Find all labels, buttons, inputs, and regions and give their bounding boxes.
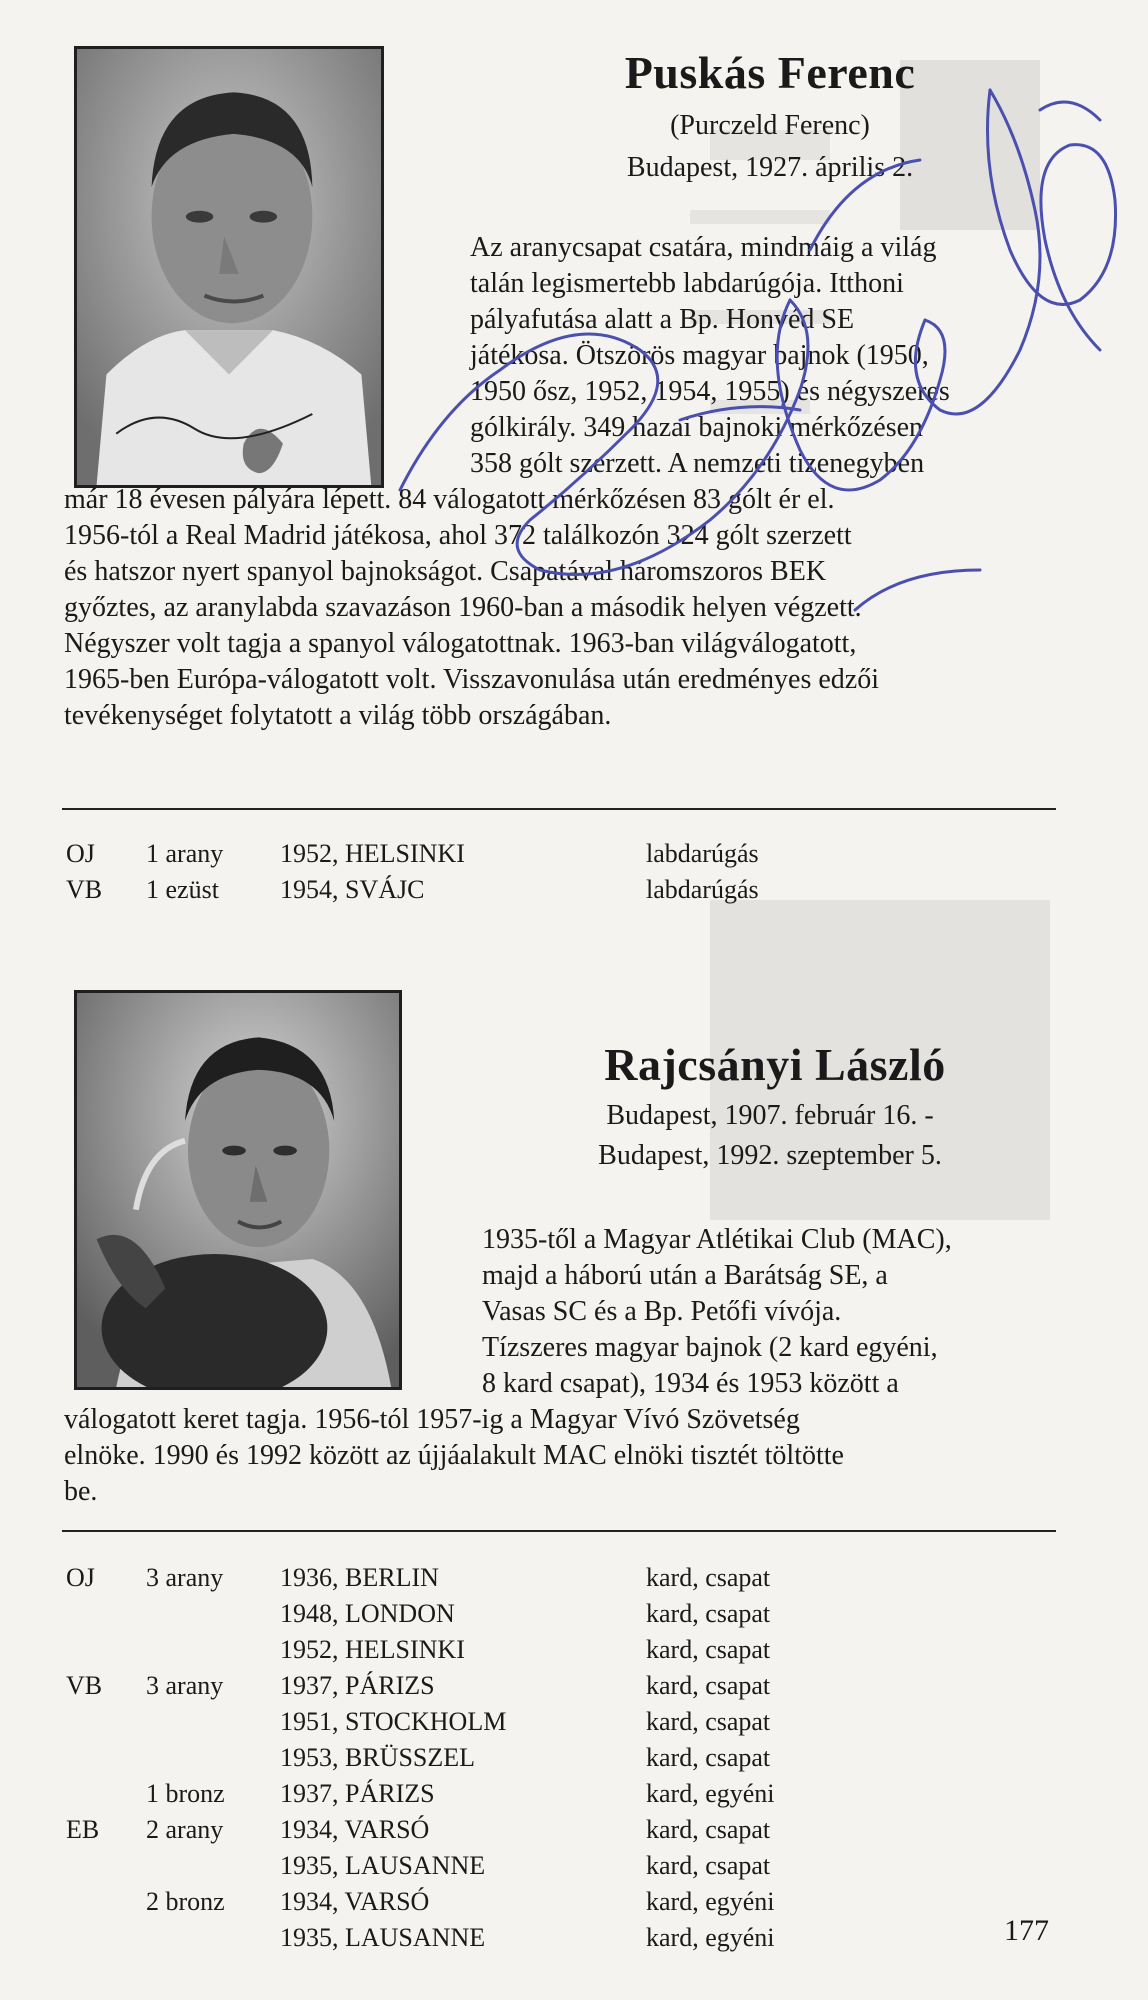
bio-line: játékosa. Ötszörös magyar bajnok (1950, [470,340,929,371]
result-sport: kard, csapat [646,1707,771,1736]
result-sport: kard, csapat [646,1743,771,1772]
result-medal: 1 arany [146,839,224,868]
entry-birth-name: (Purczeld Ferenc) [670,110,870,141]
table-row [66,1920,966,1956]
result-medal: 3 arany [146,1671,224,1700]
result-sport: kard, csapat [646,1815,771,1844]
result-sport: kard, egyéni [646,1887,775,1916]
result-medal: 1 ezüst [146,875,219,904]
table-row [66,1776,966,1812]
bio-line: 358 gólt szerzett. A nemzeti tizenegyben [470,448,925,479]
bio-line: Négyszer volt tagja a spanyol válogatottnak. 1963-ban világválogatott, [64,628,857,659]
bio-line: már 18 évesen pályára lépett. 84 válogatott mérkőzésen 83 gólt ér el. [64,484,835,515]
table-row [66,836,966,872]
page-number: 177 [1004,1914,1049,1947]
section-rule [62,808,1056,810]
bio-line: 1950 ősz, 1952, 1954, 1955) és négyszeres [470,376,950,407]
bio-line: 8 kard csapat), 1934 és 1953 között a [482,1368,899,1399]
table-row [66,1560,966,1596]
result-medal: 2 arany [146,1815,224,1844]
bio-line: elnöke. 1990 és 1992 között az újjáalakult MAC elnöki tisztét töltötte [64,1440,844,1471]
table-row [66,1812,966,1848]
result-event: EB [66,1815,100,1844]
bio-line: válogatott keret tagja. 1956-tól 1957-ig a Magyar Vívó Szövetség [64,1404,800,1435]
table-row [66,1704,966,1740]
bio-line: be. [64,1476,98,1507]
table-row [66,1668,966,1704]
result-event: OJ [66,1563,95,1592]
result-sport: kard, csapat [646,1671,771,1700]
bio-line: majd a háború után a Barátság SE, a [482,1260,888,1291]
result-medal: 2 bronz [146,1887,225,1916]
result-medal: 3 arany [146,1563,224,1592]
bio-line: győztes, az aranylabda szavazáson 1960-ban a második helyen végzett. [64,592,862,623]
result-sport: kard, csapat [646,1563,771,1592]
result-event: VB [66,1671,103,1700]
section-rule [62,1530,1056,1532]
result-medal: 1 bronz [146,1779,225,1808]
result-place: 1935, LAUSANNE [280,1851,486,1880]
entry-birth: Budapest, 1907. február 16. - [606,1100,934,1131]
result-sport: labdarúgás [646,839,759,868]
table-row [66,872,966,908]
table-row [66,1740,966,1776]
result-sport: labdarúgás [646,875,759,904]
puskas-portrait-photo [74,46,384,488]
result-place: 1954, SVÁJC [280,875,425,904]
entry-death: Budapest, 1992. szeptember 5. [598,1140,942,1171]
entry-birth: Budapest, 1927. április 2. [626,152,914,183]
table-row [66,1848,966,1884]
table-row [66,1632,966,1668]
bio-line: Az aranycsapat csatára, mindmáig a világ [470,232,937,263]
result-sport: kard, csapat [646,1599,771,1628]
entry-name: Puskás Ferenc [624,47,916,98]
bio-line: gólkirály. 349 hazai bajnoki mérkőzésen [470,412,924,443]
result-place: 1934, VARSÓ [280,1815,430,1844]
bio-line: pályafutása alatt a Bp. Honvéd SE [470,304,855,335]
result-place: 1951, STOCKHOLM [280,1707,507,1736]
table-row [66,1596,966,1632]
result-sport: kard, csapat [646,1635,771,1664]
result-place: 1953, BRÜSSZEL [280,1743,476,1772]
result-sport: kard, csapat [646,1851,771,1880]
result-place: 1948, LONDON [280,1599,455,1628]
bio-line: 1935-től a Magyar Atlétikai Club (MAC), [482,1224,952,1255]
result-place: 1952, HELSINKI [280,1635,465,1664]
result-event: OJ [66,839,95,868]
result-event: VB [66,875,103,904]
result-place: 1935, LAUSANNE [280,1923,486,1952]
bio-line: Vasas SC és a Bp. Petőfi vívója. [482,1296,842,1327]
result-place: 1952, HELSINKI [280,839,465,868]
bio-line: és hatszor nyert spanyol bajnokságot. Csapatával háromszoros BEK [64,556,827,587]
result-sport: kard, egyéni [646,1779,775,1808]
entry-name: Rajcsányi László [604,1039,946,1090]
result-place: 1937, PÁRIZS [280,1779,435,1808]
bio-line: talán legismertebb labdarúgója. Itthoni [470,268,904,299]
rajcsanyi-portrait-photo [74,990,402,1390]
bio-line: 1965-ben Európa-válogatott volt. Visszavonulása után eredményes edzői [64,664,880,695]
result-sport: kard, egyéni [646,1923,775,1952]
result-place: 1936, BERLIN [280,1563,439,1592]
table-row [66,1884,966,1920]
bio-line: tevékenységet folytatott a világ több országában. [64,700,612,731]
result-place: 1934, VARSÓ [280,1887,430,1916]
bio-line: 1956-tól a Real Madrid játékosa, ahol 372 találkozón 324 gólt szerzett [64,520,852,551]
bio-line: Tízszeres magyar bajnok (2 kard egyéni, [482,1332,938,1363]
result-place: 1937, PÁRIZS [280,1671,435,1700]
